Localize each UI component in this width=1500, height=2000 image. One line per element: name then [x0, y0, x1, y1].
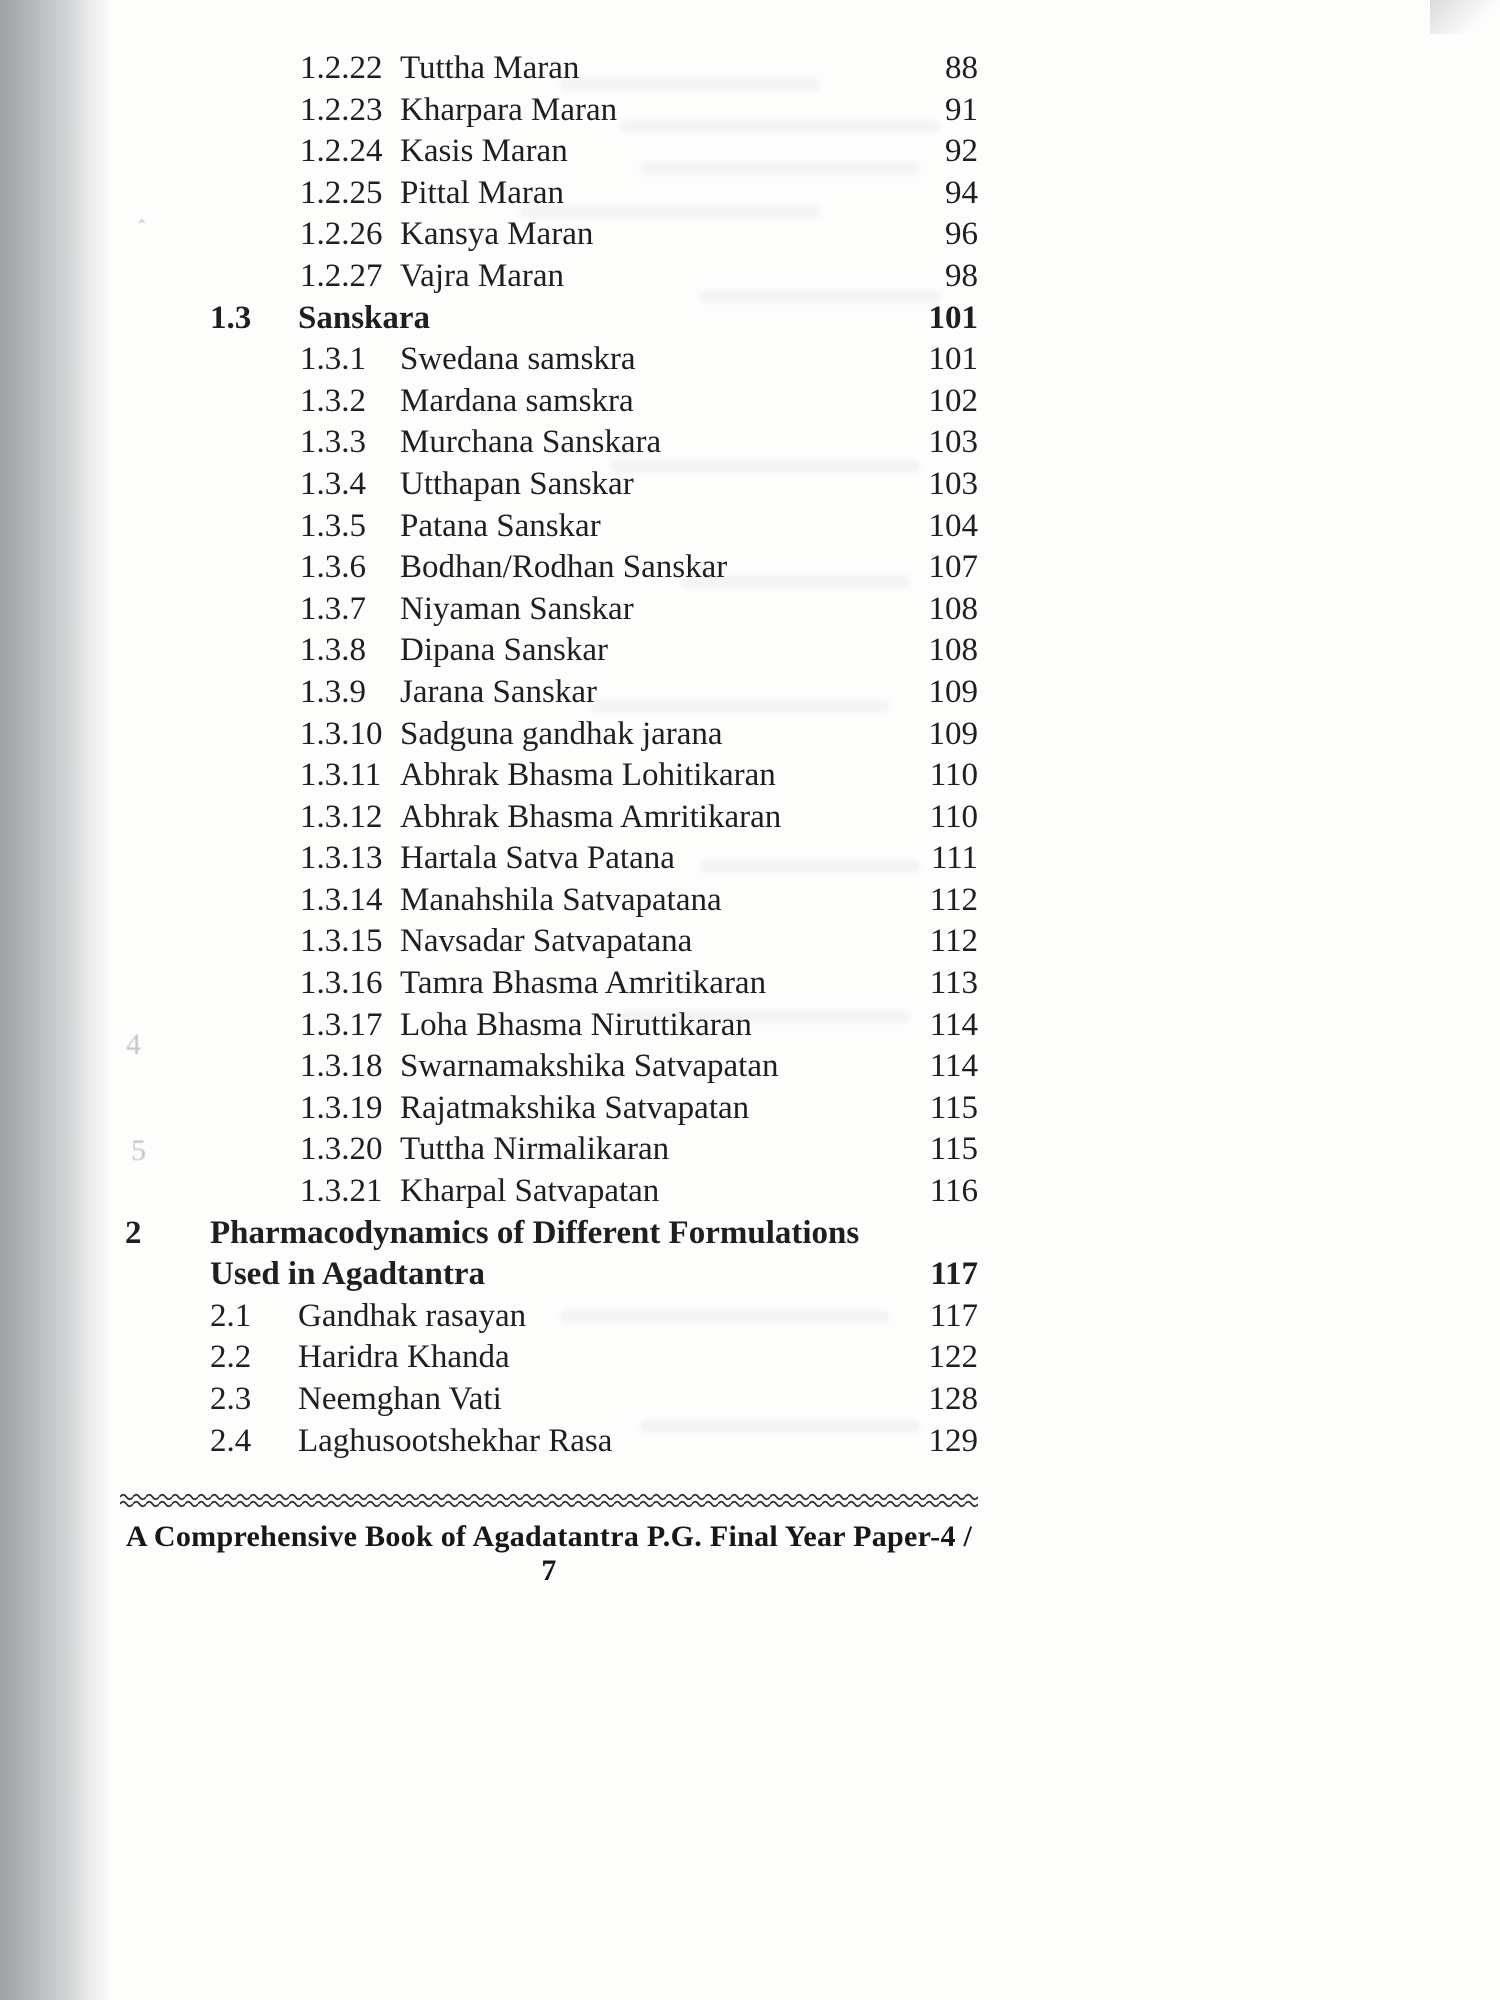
toc-entry-number: 1.3.14 — [300, 881, 383, 918]
toc-entry-page-number: 111 — [930, 840, 978, 877]
toc-entry-number: 1.2.22 — [300, 50, 383, 86]
toc-entry-title: Patana Sanskar — [400, 507, 601, 544]
toc-entry-title: Murchana Sanskara — [400, 424, 662, 461]
toc-entry-title: Gandhak rasayan — [298, 1297, 527, 1334]
margin-mark: 5 — [131, 1134, 146, 1167]
footer-book-title: A Comprehensive Book of Agadatantra P.G. Final Year Paper-4 / 7 — [125, 1520, 973, 1587]
toc-entry-number: 1.3.7 — [300, 590, 366, 627]
toc-row — [0, 173, 978, 215]
toc-entry-title: Tuttha Nirmalikaran — [400, 1131, 670, 1168]
toc-entry-title: Utthapan Sanskar — [400, 465, 634, 502]
toc-entry-number: 1.3.16 — [300, 965, 383, 1002]
toc-row — [0, 880, 978, 922]
toc-entry-page-number: 116 — [929, 1173, 978, 1210]
toc-entry-title: Mardana samskra — [400, 382, 634, 419]
toc-entry-page-number: 103 — [928, 424, 978, 461]
toc-entry-title: Kharpal Satvapatan — [400, 1173, 660, 1210]
toc-entry-number: 2 — [125, 1214, 142, 1251]
toc-entry-page-number: 102 — [928, 382, 978, 419]
toc-row — [0, 1005, 978, 1047]
toc-row — [0, 1213, 978, 1255]
toc-entry-page-number: 117 — [930, 1256, 978, 1293]
scan-corner-shadow — [1430, 0, 1500, 34]
toc-row — [0, 963, 978, 1005]
toc-entry-title: Tuttha Maran — [400, 50, 580, 86]
toc-entry-number: 1.3.15 — [300, 923, 383, 960]
toc-entry-title: Neemghan Vati — [298, 1381, 502, 1417]
toc-entry-page-number: 117 — [929, 1297, 978, 1334]
toc-entry-title: Dipana Sanskar — [400, 632, 609, 669]
toc-row — [0, 672, 978, 714]
toc-entry-number: 1.2.26 — [300, 216, 383, 253]
toc-row — [0, 797, 978, 839]
toc-entry-number: 1.2.27 — [300, 257, 383, 294]
toc-entry-number: 1.3.20 — [300, 1131, 383, 1168]
toc-entry-number: 1.2.24 — [300, 133, 383, 170]
toc-row — [0, 381, 978, 423]
toc-entry-number: 1.3.5 — [300, 507, 366, 544]
toc-row — [0, 422, 978, 464]
toc-entry-title: Navsadar Satvapatana — [400, 923, 693, 960]
toc-entry-number: 1.2.25 — [300, 174, 383, 211]
toc-row — [0, 1254, 978, 1296]
toc-entry-title: Sanskara — [298, 299, 431, 336]
footer-divider-wavy-line — [120, 1492, 978, 1510]
toc-entry-page-number: 107 — [928, 549, 978, 586]
toc-row — [0, 755, 978, 797]
toc-entry-page-number: 101 — [928, 299, 978, 336]
toc-entry-page-number: 91 — [945, 91, 978, 128]
toc-entry-page-number: 129 — [928, 1422, 978, 1459]
toc-entry-number: 1.3.1 — [300, 341, 366, 378]
toc-entry-number: 1.3.4 — [300, 465, 366, 502]
toc-entry-title: Loha Bhasma Niruttikaran — [400, 1006, 752, 1043]
toc-entry-page-number: 109 — [928, 715, 978, 752]
toc-entry-number: 1.3.9 — [300, 673, 366, 710]
toc-row — [0, 1088, 978, 1130]
toc-entry-number: 1.3.8 — [300, 632, 366, 669]
toc-row — [0, 547, 978, 589]
toc-entry-number: 1.3.17 — [300, 1006, 383, 1043]
toc-entry-title: Rajatmakshika Satvapatan — [400, 1089, 750, 1126]
toc-row — [0, 214, 978, 256]
toc-row — [0, 256, 978, 298]
toc-entry-page-number: 108 — [928, 590, 978, 627]
toc-entry-page-number: 115 — [929, 1089, 978, 1126]
toc-entry-page-number: 128 — [928, 1381, 978, 1417]
toc-entry-title: Tamra Bhasma Amritikaran — [400, 965, 767, 1002]
toc-entry-number: 1.3.11 — [300, 757, 382, 794]
toc-entry-number: 2.4 — [210, 1422, 252, 1459]
toc-entry-page-number: 94 — [945, 174, 978, 211]
toc-entry-title: Niyaman Sanskar — [400, 590, 634, 627]
toc-entry-title: Swarnamakshika Satvapatan — [400, 1048, 779, 1085]
toc-entry-number: 2.3 — [210, 1381, 252, 1417]
toc-entry-page-number: 92 — [945, 133, 978, 170]
toc-row — [0, 1379, 978, 1421]
toc-row — [0, 90, 978, 132]
toc-row — [0, 48, 978, 90]
toc-entry-number: 1.3.2 — [300, 382, 366, 419]
toc-row — [0, 921, 978, 963]
toc-row — [0, 506, 978, 548]
toc-row — [0, 131, 978, 173]
toc-row — [0, 589, 978, 631]
toc-entry-title: Swedana samskra — [400, 341, 636, 378]
toc-entry-page-number: 110 — [929, 757, 978, 794]
toc-entry-number: 2.1 — [210, 1297, 252, 1334]
toc-entry-title: Abhrak Bhasma Amritikaran — [400, 798, 782, 835]
toc-row — [0, 1046, 978, 1088]
toc-entry-title: Kharpara Maran — [400, 91, 618, 128]
toc-entry-title: Manahshila Satvapatana — [400, 881, 722, 918]
toc-entry-title: Laghusootshekhar Rasa — [298, 1422, 613, 1459]
toc-entry-number: 1.2.23 — [300, 91, 383, 128]
toc-row — [0, 1171, 978, 1213]
toc-entry-page-number: 114 — [929, 1006, 978, 1043]
toc-row — [0, 838, 978, 880]
toc-entry-number: 1.3.3 — [300, 424, 366, 461]
toc-list — [0, 48, 978, 1462]
toc-entry-page-number: 112 — [929, 923, 978, 960]
toc-row — [0, 1421, 978, 1463]
toc-entry-title: Haridra Khanda — [298, 1339, 510, 1376]
toc-entry-title: Pittal Maran — [400, 174, 565, 211]
toc-row — [0, 630, 978, 672]
toc-row — [0, 298, 978, 340]
toc-entry-page-number: 110 — [929, 798, 978, 835]
toc-entry-title: Vajra Maran — [400, 257, 565, 294]
toc-entry-number: 1.3.6 — [300, 549, 366, 586]
margin-mark: ‸ — [138, 198, 146, 223]
toc-entry-number: 1.3.21 — [300, 1173, 383, 1210]
toc-entry-page-number: 109 — [928, 673, 978, 710]
toc-entry-page-number: 115 — [929, 1131, 978, 1168]
toc-row — [0, 339, 978, 381]
margin-mark: 4 — [126, 1028, 141, 1061]
toc-row — [0, 1337, 978, 1379]
toc-entry-title: Kasis Maran — [400, 133, 568, 170]
toc-entry-number: 1.3.19 — [300, 1089, 383, 1126]
toc-entry-number: 1.3 — [210, 299, 252, 336]
toc-entry-title: Pharmacodynamics of Different Formulations — [210, 1214, 860, 1251]
toc-entry-page-number: 108 — [928, 632, 978, 669]
toc-entry-number: 1.3.10 — [300, 715, 383, 752]
toc-entry-number: 1.3.18 — [300, 1048, 383, 1085]
toc-entry-page-number: 114 — [929, 1048, 978, 1085]
toc-entry-page-number: 104 — [928, 507, 978, 544]
toc-entry-number: 1.3.13 — [300, 840, 383, 877]
toc-entry-page-number: 96 — [945, 216, 978, 253]
toc-entry-title: Jarana Sanskar — [400, 673, 598, 710]
toc-entry-page-number: 122 — [928, 1339, 978, 1376]
toc-row — [0, 1129, 978, 1171]
toc-entry-page-number: 101 — [928, 341, 978, 378]
toc-entry-number: 2.2 — [210, 1339, 252, 1376]
toc-entry-page-number: 103 — [928, 465, 978, 502]
toc-entry-title: Used in Agadtantra — [210, 1256, 486, 1293]
toc-entry-title: Hartala Satva Patana — [400, 840, 675, 877]
toc-row — [0, 714, 978, 756]
toc-entry-number: 1.3.12 — [300, 798, 383, 835]
toc-row — [0, 1296, 978, 1338]
toc-entry-title: Bodhan/Rodhan Sanskar — [400, 549, 728, 586]
toc-entry-page-number: 88 — [945, 50, 978, 86]
toc-entry-page-number: 112 — [929, 881, 978, 918]
toc-entry-page-number: 98 — [945, 257, 978, 294]
toc-row — [0, 464, 978, 506]
toc-entry-title: Kansya Maran — [400, 216, 594, 253]
toc-entry-title: Abhrak Bhasma Lohitikaran — [400, 757, 776, 794]
toc-entry-page-number: 113 — [929, 965, 978, 1002]
toc-entry-title: Sadguna gandhak jarana — [400, 715, 723, 752]
